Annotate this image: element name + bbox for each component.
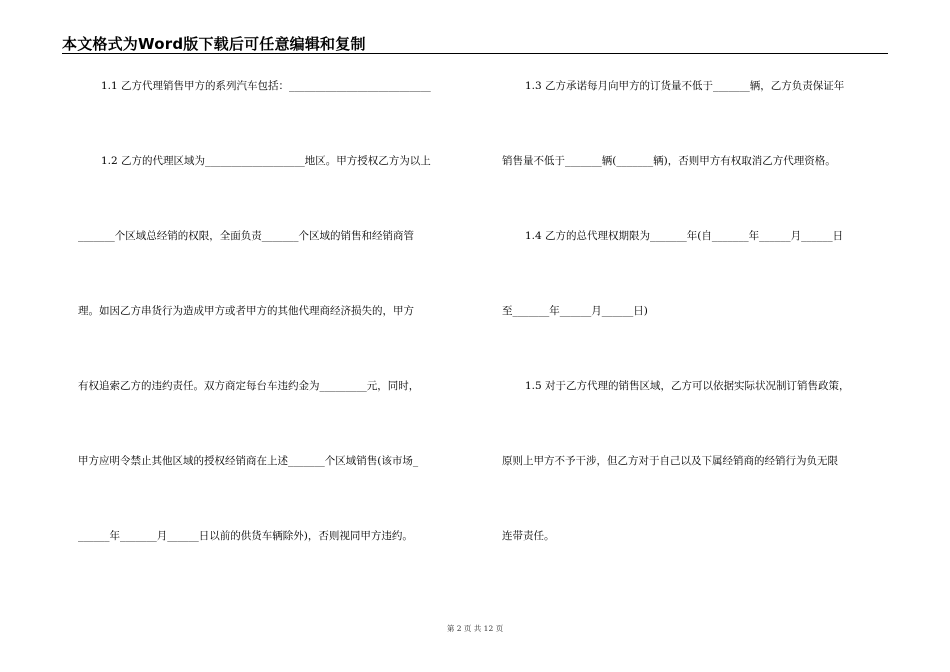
paragraph-line: _______个区域总经销的权限，全面负责_______个区域的销售和经销商管 [78,230,414,242]
paragraph-line: 1.2 乙方的代理区域为___________________地区。甲方授权乙方为以上 [101,155,431,167]
paragraph-line: 甲方应明令禁止其他区域的授权经销商在上述_______个区域销售(该市场_ [78,455,419,467]
paragraph-line: 有权追索乙方的违约责任。双方商定每台车违约金为_________元，同时， [78,380,420,392]
paragraph-line: 理。如因乙方串货行为造成甲方或者甲方的其他代理商经济损失的，甲方 [78,305,414,317]
header-divider [62,53,888,54]
paragraph-line: 1.1 乙方代理销售甲方的系列汽车包括：___________________________ [101,80,431,92]
paragraph-line: 原则上甲方不予干涉，但乙方对于自己以及下属经销商的经销行为负无限 [502,455,838,467]
page-number-footer: 第 2 页 共 12 页 [446,624,504,633]
paragraph-line: 至_______年______月______日) [502,305,648,317]
paragraph-line: 1.3 乙方承诺每月向甲方的订货量不低于_______辆，乙方负责保证年 [525,80,845,92]
paragraph-line: 销售量不低于_______辆(_______辆)，否则甲方有权取消乙方代理资格。 [502,155,836,167]
paragraph-line: 1.4 乙方的总代理权期限为_______年(自_______年______月______日 [525,230,844,242]
paragraph-line: 1.5 对于乙方代理的销售区域，乙方可以依据实际状况制订销售政策， [525,380,850,392]
paragraph-line: ______年_______月______日以前的供货车辆除外)，否则视同甲方违约。 [78,530,413,542]
document-header-title: 本文格式为Word版下载后可任意编辑和复制 [62,35,366,53]
paragraph-line: 连带责任。 [502,530,555,542]
